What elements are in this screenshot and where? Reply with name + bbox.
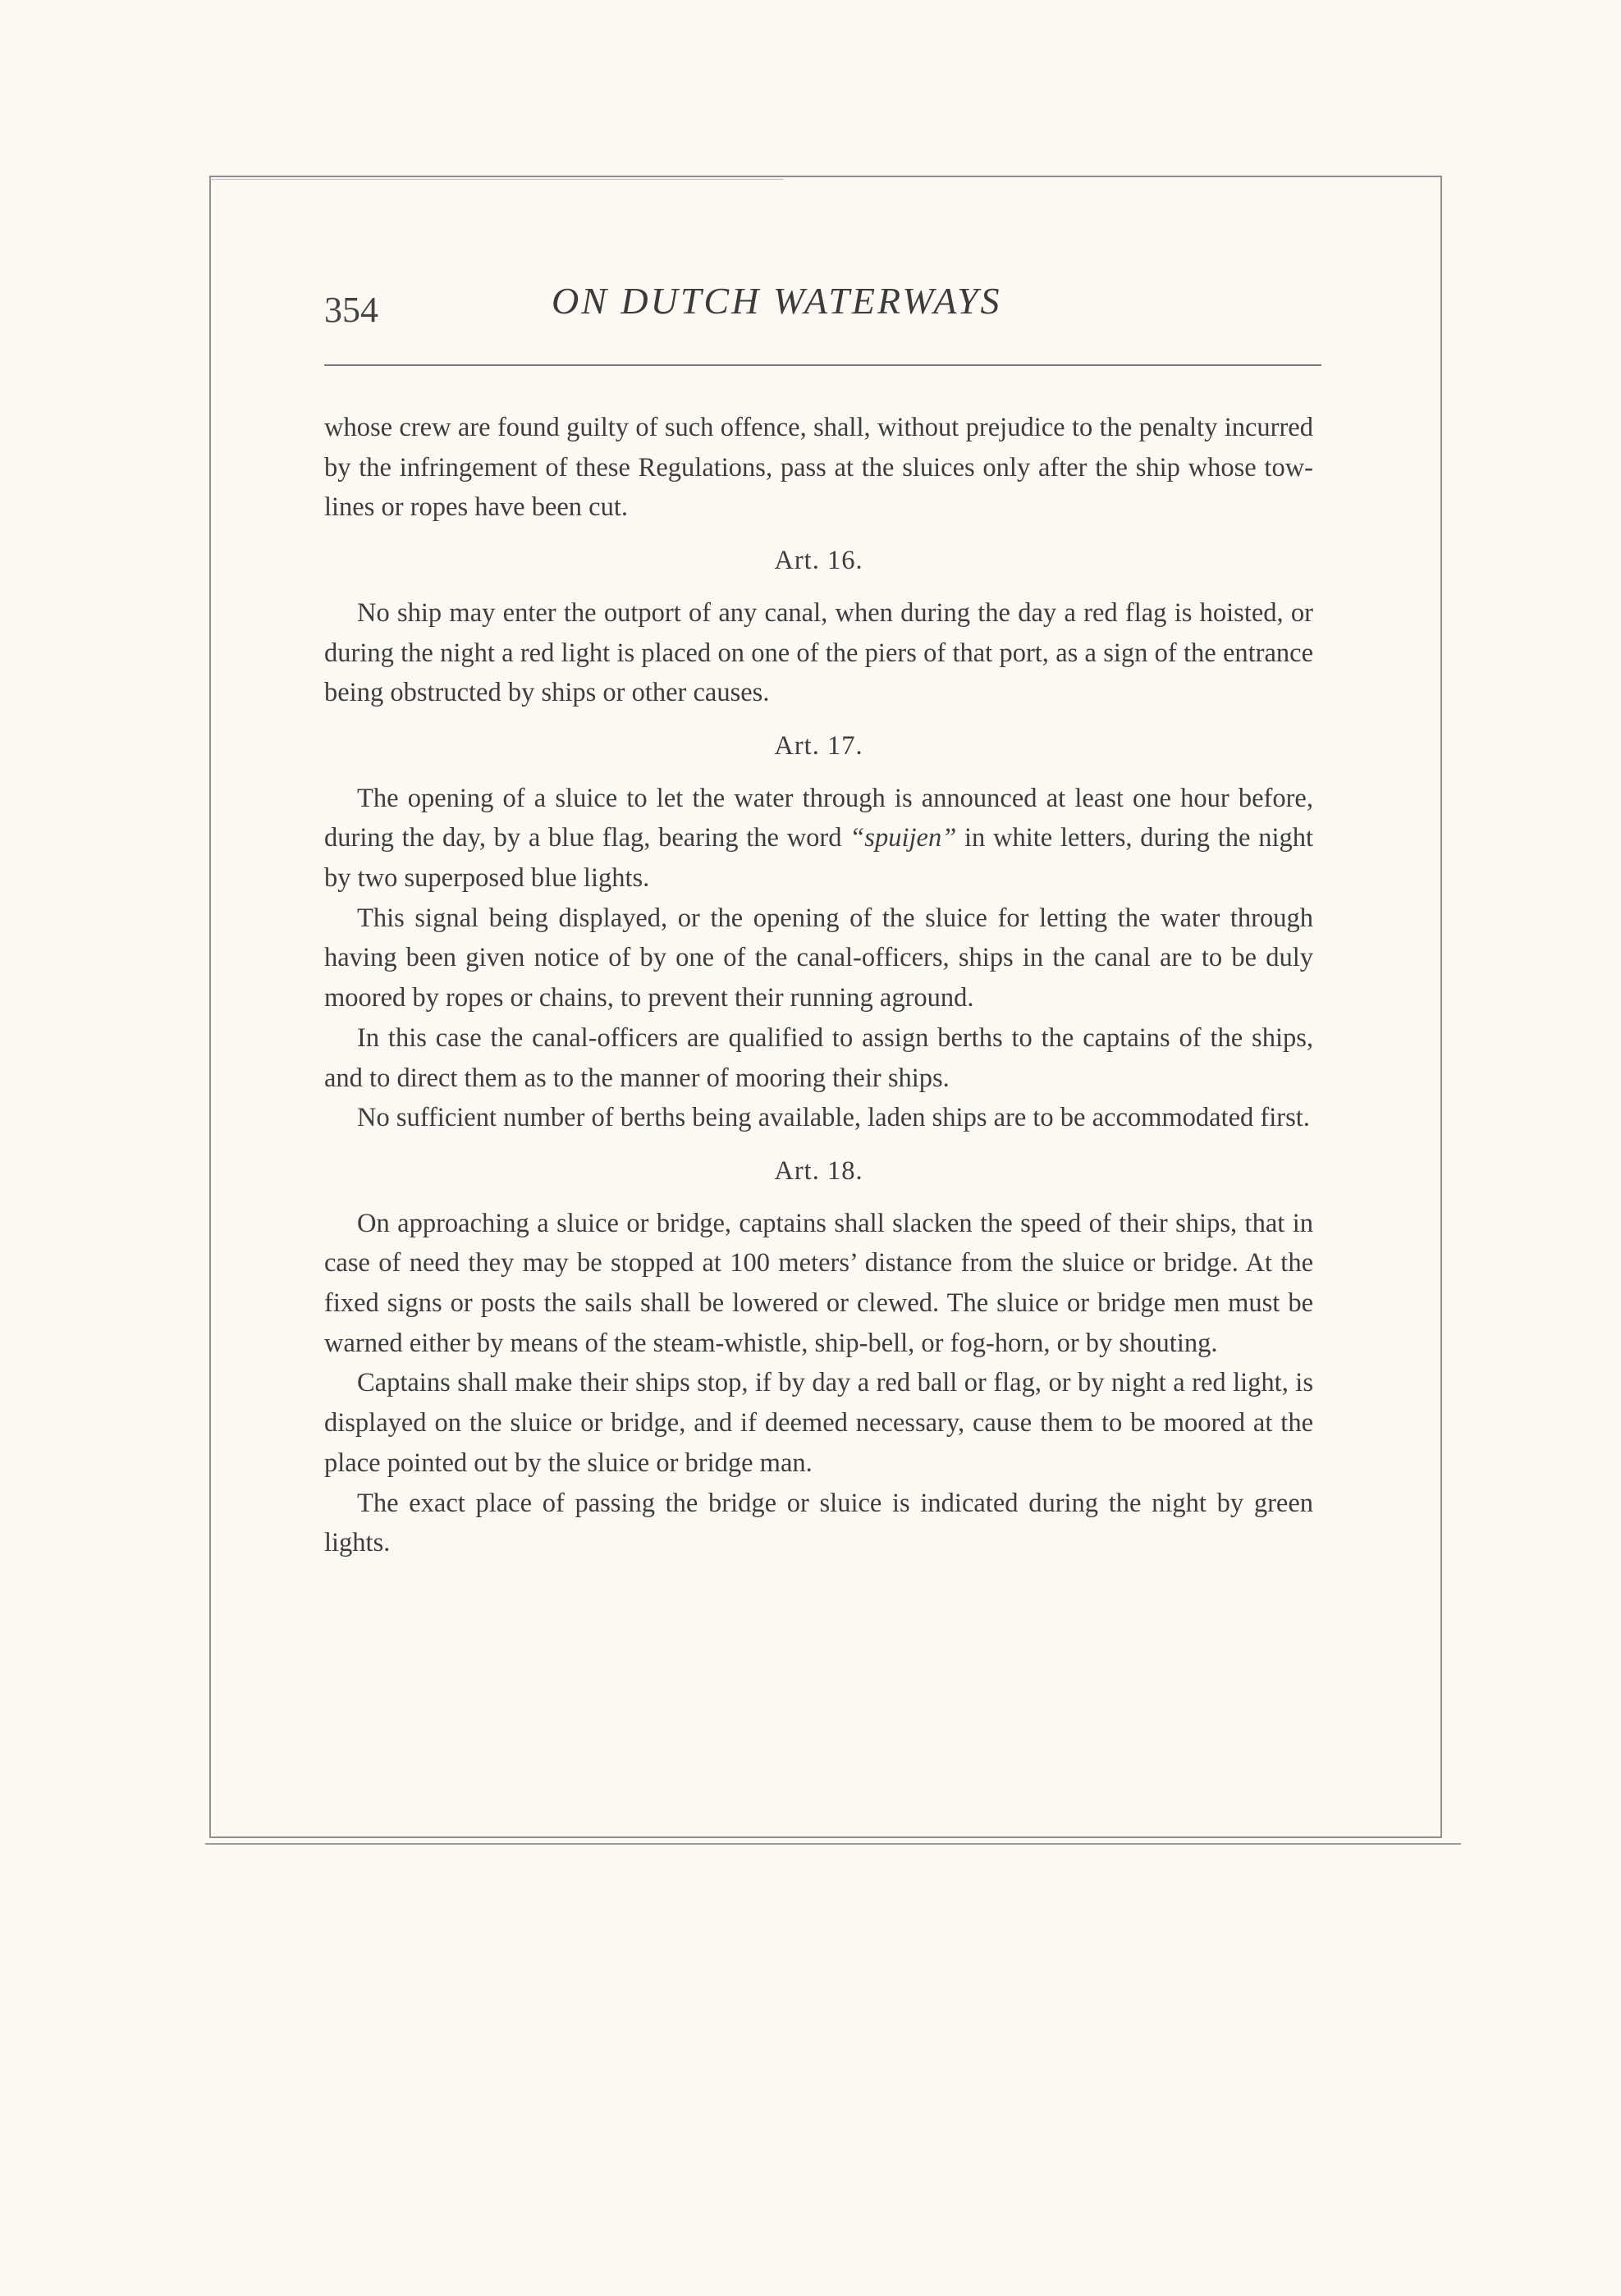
article-18-paragraph-3: The exact place of passing the bridge or sluice is indicated during the night by green lights. [324,1488,1313,1558]
article-17-text-b: in white letters, during the night by two superposed blue lights. [324,823,1314,894]
article-18-paragraph-2: Captains shall make their ships stop, if by day a red ball or flag, or by night a red light, is displayed on the sluice or bridge, and if deemed necessary, cause them to be moored at the place pointed out by the sluice or bridge man. [324,1368,1313,1478]
header-rule [324,364,1321,366]
page-body [324,408,1313,1563]
page-header [324,271,1334,345]
continued-paragraph: whose crew are found guilty of such offence, shall, without prejudice to the penalty incurred by the infringement of these Regulations, pass at the sluices only after the ship whose tow-lines or ropes have been cut. [324,413,1313,523]
article-heading-16: Art. 16. [774,546,863,576]
article-17-paragraph-4: No sufficient number of berths being available, laden ships are to be accommodated first. [357,1103,1310,1133]
page-number: 354 [324,290,378,330]
italic-word-spuijen: “spuijen” [849,823,957,853]
article-heading-18: Art. 18. [774,1155,863,1186]
article-17-text-a: The opening of a sluice to let the water through is announced at least one hour before, during the day, by a blue flag, bearing the word [324,783,1313,853]
article-17-paragraph-3: In this case the canal-officers are qualified to assign berths to the captains of the ships, and to direct them as to the manner of mooring their ships. [324,1022,1313,1093]
article-17-paragraph-1 [324,779,1313,899]
frame-top-rule [209,179,784,180]
article-heading-17: Art. 17. [774,730,863,761]
running-title: ON DUTCH WATERWAYS [552,280,1002,322]
article-18-paragraph-1: On approaching a sluice or bridge, captains shall slacken the speed of their ships, that in case of need they may be stopped at 100 meters’ distance from the sluice or bridge. At the fixed signs or posts the sails shall be lowered or clewed. The sluice or bridge men must be warned either by means of the steam-whistle, ship-bell, or fog-horn, or by shouting. [324,1208,1313,1358]
frame-bottom-rule [205,1843,1461,1845]
article-17-paragraph-2: This signal being displayed, or the opening of the sluice for letting the water through having been given notice of by one of the canal-officers, ships in the canal are to be duly moored by ropes or chains, to prevent their running aground. [324,903,1313,1013]
article-16-paragraph: No ship may enter the outport of any canal, when during the day a red flag is hoisted, or during the night a red light is placed on one of the piers of that port, as a sign of the entrance being obstructed by ships or other causes. [324,597,1313,708]
